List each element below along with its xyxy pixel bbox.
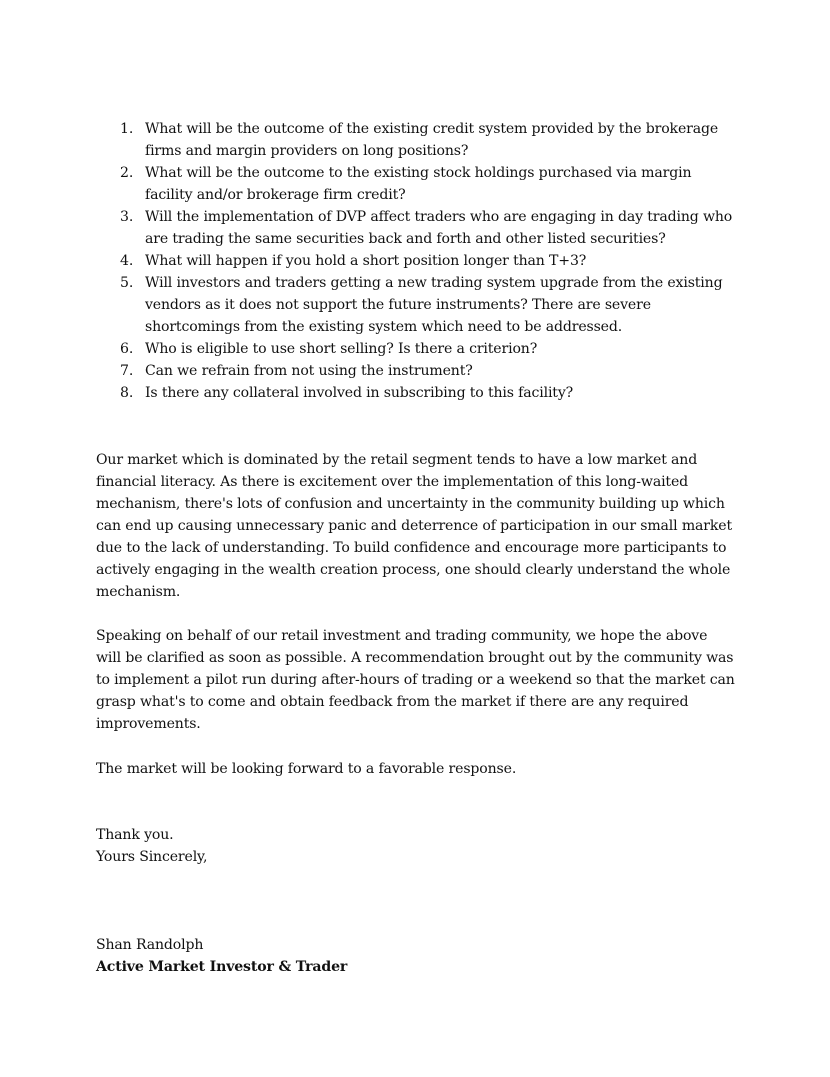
list-item <box>120 272 740 338</box>
list-item-text: What will happen if you hold a short position longer than T+3? <box>145 253 587 269</box>
list-item-number: 6. <box>120 341 134 357</box>
list-item-number: 2. <box>120 165 134 181</box>
list-item-text: What will be the outcome of the existing credit system provided by the brokerage firms and margin providers on long positions? <box>145 121 719 159</box>
questions-list <box>120 118 740 404</box>
body-paragraph-closing: The market will be looking forward to a favorable response. <box>96 761 517 777</box>
list-item <box>120 360 740 382</box>
list-item <box>120 382 740 404</box>
body-paragraph-request: Speaking on behalf of our retail investment and trading community, we hope the above will be clarified as soon as possible. A recommendation brought out by the community was to implement a pilot run during after-hours of trading or a weekend so that the market can grasp what's to come and obtain feedback from the market if there are any required improvements. <box>96 628 735 732</box>
list-item-number: 3. <box>120 209 134 225</box>
list-item-number: 1. <box>120 121 134 137</box>
list-item <box>120 338 740 360</box>
list-item-text: Will the implementation of DVP affect traders who are engaging in day trading who are trading the same securities back and forth and other listed securities? <box>145 209 733 247</box>
body-paragraph-literacy: Our market which is dominated by the retail segment tends to have a low market and financial literacy. As there is excitement over the implementation of this long-waited mechanism, there's lots of confusion and uncertainty in the community building up which can end up causing unnecessary panic and deterrence of participation in our small market due to the lack of understanding. To build confidence and encourage more participants to actively engaging in the wealth creation process, one should clearly understand the whole mechanism. <box>96 452 732 600</box>
list-item-text: Who is eligible to use short selling? Is there a criterion? <box>145 341 538 357</box>
list-item-number: 8. <box>120 385 134 401</box>
list-item-number: 5. <box>120 275 134 291</box>
list-item <box>120 206 740 250</box>
list-item-number: 4. <box>120 253 134 269</box>
list-item <box>120 250 740 272</box>
thank-you-line: Thank you. <box>96 827 174 843</box>
list-item-text: Is there any collateral involved in subscribing to this facility? <box>145 385 574 401</box>
list-item-text: Will investors and traders getting a new trading system upgrade from the existing vendors as it does not support the future instruments? There are severe shortcomings from the existing system which need to be addressed. <box>145 275 723 335</box>
list-item <box>120 118 740 162</box>
list-item-text: Can we refrain from not using the instrument? <box>145 363 473 379</box>
signatory-title: Active Market Investor & Trader <box>96 959 348 975</box>
list-item-number: 7. <box>120 363 134 379</box>
valediction: Yours Sincerely, <box>96 849 208 865</box>
list-item-text: What will be the outcome to the existing stock holdings purchased via margin facility and/or brokerage firm credit? <box>145 165 692 203</box>
list-item <box>120 162 740 206</box>
signatory-name: Shan Randolph <box>96 937 204 953</box>
